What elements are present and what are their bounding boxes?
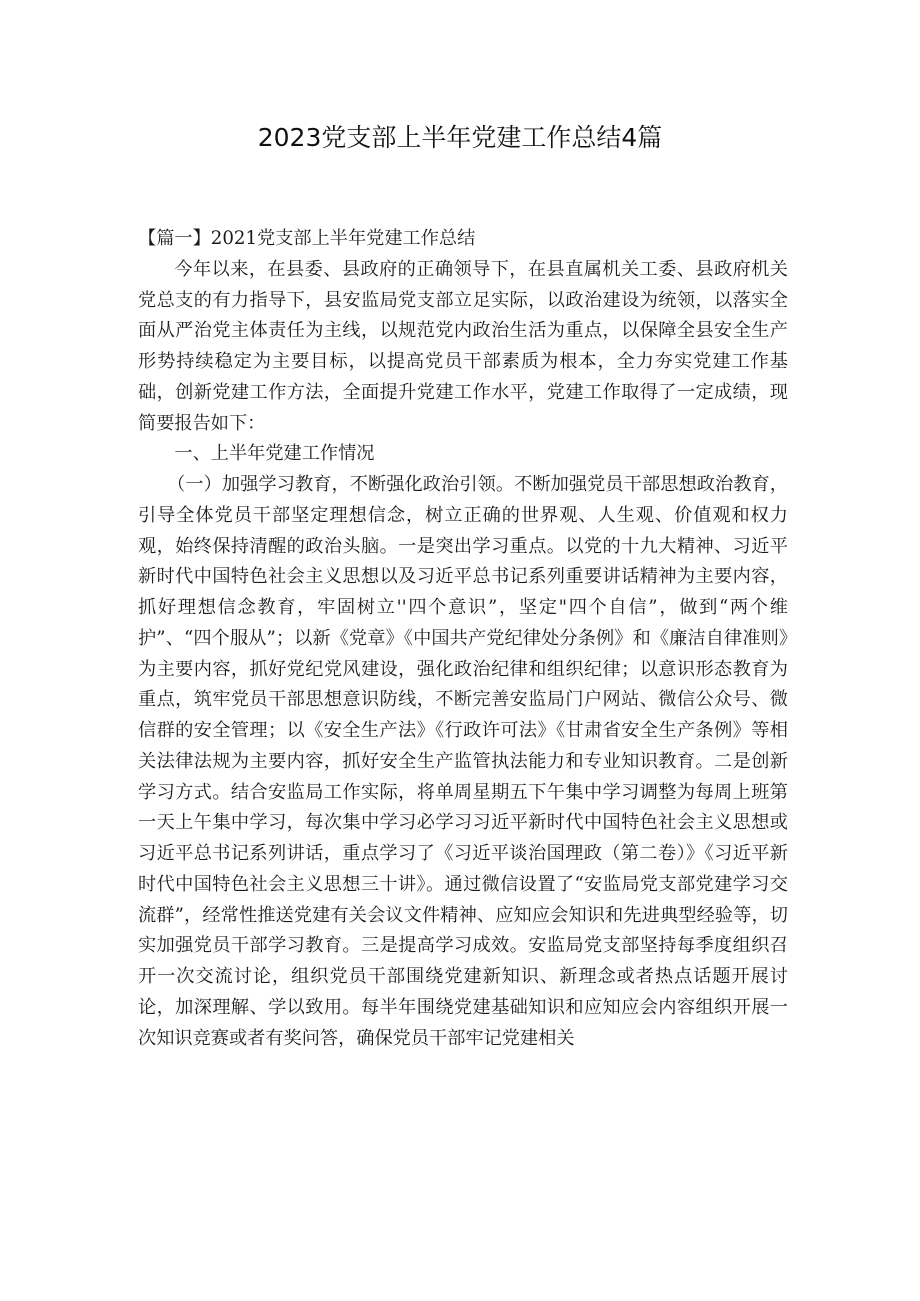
document-body <box>138 224 788 1054</box>
intro-paragraph: 今年以来，在县委、县政府的正确领导下，在县直属机关工委、县政府机关党总支的有力指导下，县安监局党支部立足实际，以政治建设为统领，以落实全面从严治党主体责任为主线，以规范党内政治生活为重点，以保障全县安全生产形势持续稳定为主要目标，以提高党员干部素质为根本，全力夯实党建工作基础，创新党建工作方法，全面提升党建工作水平，党建工作取得了一定成绩，现简要报告如下： <box>138 258 788 434</box>
subheading-one: 一、上半年党建工作情况 <box>174 443 375 465</box>
section-heading: 【篇一】2021党支部上半年党建工作总结 <box>138 228 476 249</box>
document-title: 2023党支部上半年党建工作总结4篇 <box>257 123 663 152</box>
paragraph-one: （一）加强学习教育，不断强化政治引领。不断加强党员干部思想政治教育，引导全体党员干部坚定理想信念，树立正确的世界观、人生观、价值观和权力观，始终保持清醒的政治头脑。一是突出学习重点。以党的十九大精神、习近平新时代中国特色社会主义思想以及习近平总书记系列重要讲话精神为主要内容，抓好理想信念教育，牢固树立''四个意识”，坚定"四个自信”，做到“两个维护”、“四个服从”；以新《党章》《中国共产党纪律处分条例》和《廉洁自律准则》为主要内容，抓好党纪党风建设，强化政治纪律和组织纪律；以意识形态教育为重点，筑牢党员干部思想意识防线，不断完善安监局门户网站、微信公众号、微信群的安全管理；以《安全生产法》《行政许可法》《甘肃省安全生产条例》等相关法律法规为主要内容，抓好安全生产监管执法能力和专业知识教育。二是创新学习方式。结合安监局工作实际，将单周星期五下午集中学习调整为每周上班第一天上午集中学习，每次集中学习必学习习近平新时代中国特色社会主义思想或习近平总书记系列讲话，重点学习了《习近平谈治国理政（第二卷）》《习近平新时代中国特色社会主义思想三十讲》。通过微信设置了“安监局党支部党建学习交流群”，经常性推送党建有关会议文件精神、应知应会知识和先进典型经验等，切实加强党员干部学习教育。三是提高学习成效。安监局党支部坚持每季度组织召开一次交流讨论，组织党员干部围绕党建新知识、新理念或者热点话题开展讨论，加深理解、学以致用。每半年围绕党建基础知识和应知应会内容组织开展一次知识竞赛或者有奖问答，确保党员干部牢记党建相关 <box>138 474 788 1049</box>
